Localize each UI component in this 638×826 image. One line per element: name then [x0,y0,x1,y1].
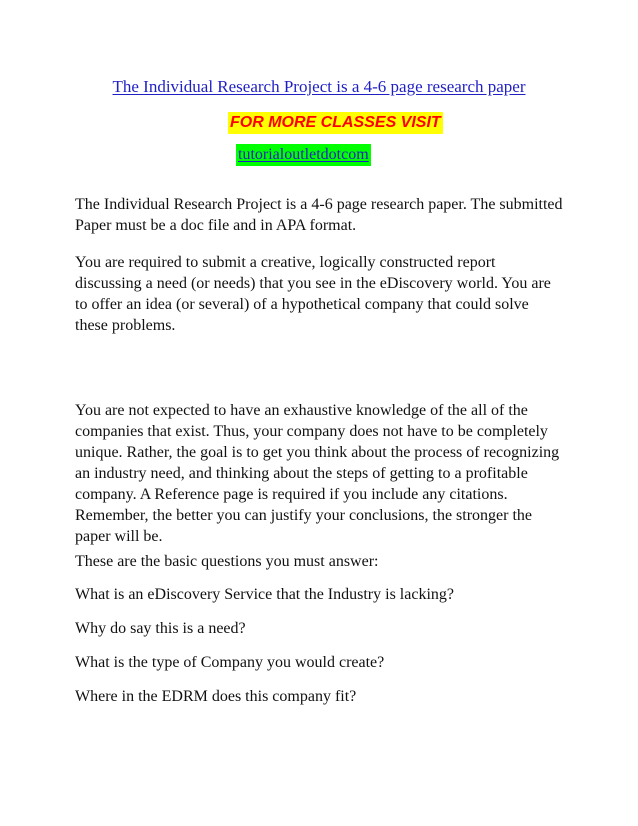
promo-banner: FOR MORE CLASSES VISIT [228,112,443,134]
question-item: Where in the EDRM does this company fit? [75,688,357,705]
question-item: What is an eDiscovery Service that the Industry is lacking? [75,586,454,603]
question-item: Why do say this is a need? [75,620,246,637]
paragraph-requirements: You are required to submit a creative, logically constructed report discussing a need (or needs) that you see in the eDiscovery world. You are to offer an idea (or several) of a hypothetical company that could solve these problems. [75,254,551,334]
title-link[interactable]: The Individual Research Project is a 4-6 page research paper [112,77,526,96]
question-item: What is the type of Company you would create? [75,654,385,671]
promo-link[interactable]: tutorialoutletdotcom [238,146,369,163]
paragraph-expectations: You are not expected to have an exhaustive knowledge of the all of the companies that exist. Thus, your company does not have to be completely unique. Rather, the goal is to get you think about the process of recognizing an industry need, and thinking about the steps of getting to a profitable company. A Reference page is required if you include any citations. Remember, the better you can justify your conclusions, the stronger the paper will be. [75,402,560,545]
document-title [0,76,638,98]
paragraph-intro: The Individual Research Project is a 4-6 page research paper. The submitted Paper must be a doc file and in APA format. [75,196,563,234]
questions-intro: These are the basic questions you must answer: [75,553,379,570]
promo-link-wrapper [236,144,371,166]
